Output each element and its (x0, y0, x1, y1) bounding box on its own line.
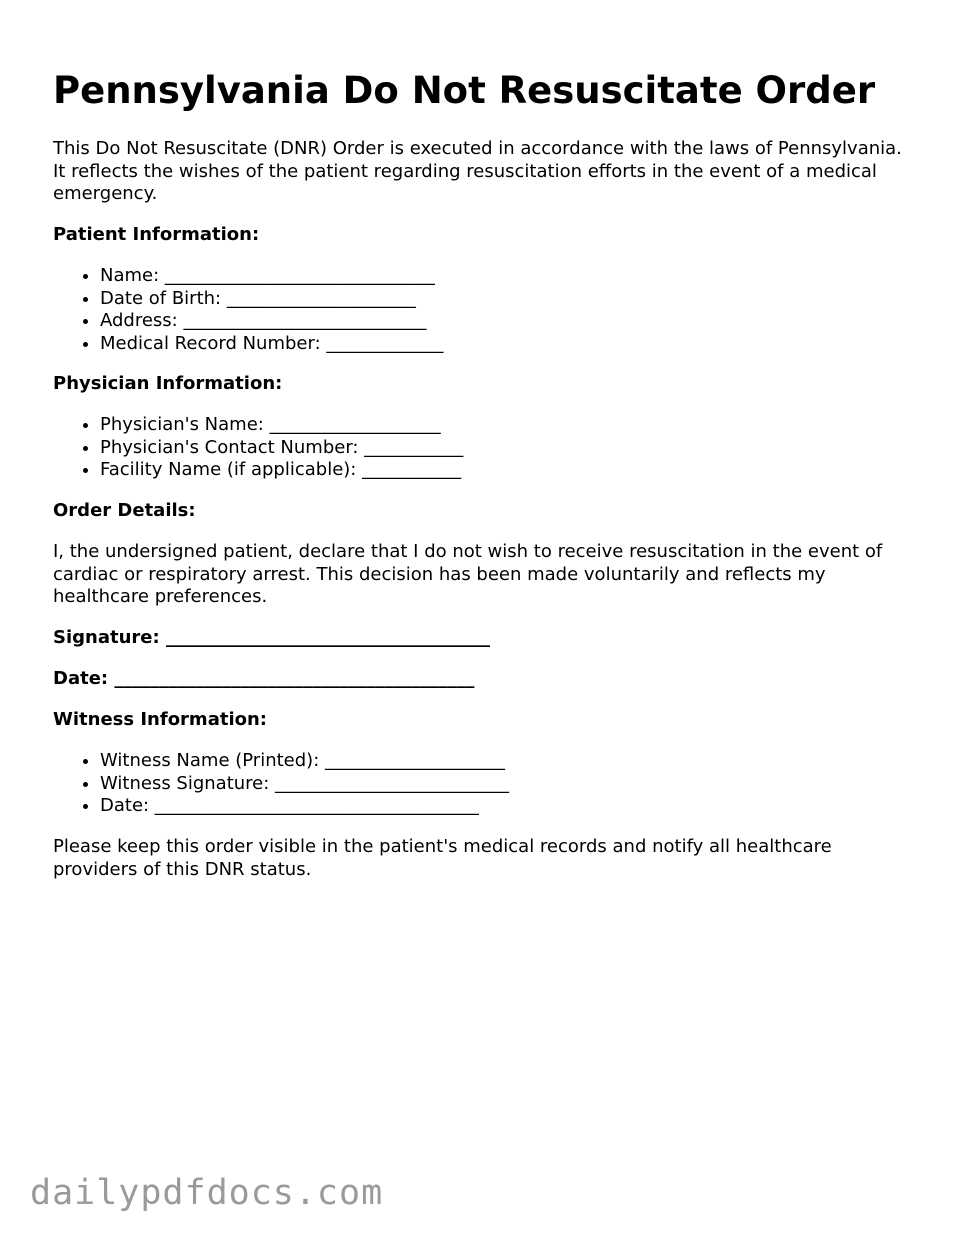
order-paragraph (53, 541, 913, 609)
intro-paragraph (53, 138, 913, 206)
page-title: Pennsylvania Do Not Resuscitate Order (53, 69, 876, 112)
facility-name-field: • Facility Name (if applicable): ___________ (100, 459, 913, 482)
patient-dob-field: • Date of Birth: _____________________ (100, 288, 913, 311)
patient-name-field: • Name: ______________________________ (100, 265, 913, 288)
order-text: I, the undersigned patient, declare that I do not wish to receive resuscitation in the event of cardiac or respiratory arrest. This decision has been made voluntarily and reflects my healthcare preferences. (53, 541, 883, 607)
physician-contact-field: • Physician's Contact Number: ___________ (100, 437, 913, 460)
signature-line: Signature: ____________________________________ (53, 627, 490, 648)
intro-text: This Do Not Resuscitate (DNR) Order is executed in accordance with the laws of Pennsylvania. It reflects the wishes of the patient regarding resuscitation efforts in the event of a medical emergency. (53, 138, 902, 204)
patient-address-field: • Address: ___________________________ (100, 310, 913, 333)
closing-text: Please keep this order visible in the patient's medical records and notify all healthcare providers of this DNR status. (53, 836, 832, 880)
witness-date-field: • Date: ____________________________________ (100, 795, 913, 818)
closing-paragraph (53, 836, 913, 881)
witness-heading: Witness Information: (53, 709, 267, 730)
witness-list (53, 750, 913, 818)
watermark: dailypdfdocs.com (30, 1173, 384, 1213)
physician-heading: Physician Information: (53, 373, 283, 394)
witness-name-field: • Witness Name (Printed): ____________________ (100, 750, 913, 773)
physician-list (53, 414, 913, 482)
patient-mrn-field: • Medical Record Number: _____________ (100, 333, 913, 356)
patient-heading: Patient Information: (53, 224, 260, 245)
witness-signature-field: • Witness Signature: __________________________ (100, 773, 913, 796)
date-line: Date: ________________________________________ (53, 668, 475, 689)
patient-list (53, 265, 913, 355)
order-heading: Order Details: (53, 500, 196, 521)
physician-name-field: • Physician's Name: ___________________ (100, 414, 913, 437)
